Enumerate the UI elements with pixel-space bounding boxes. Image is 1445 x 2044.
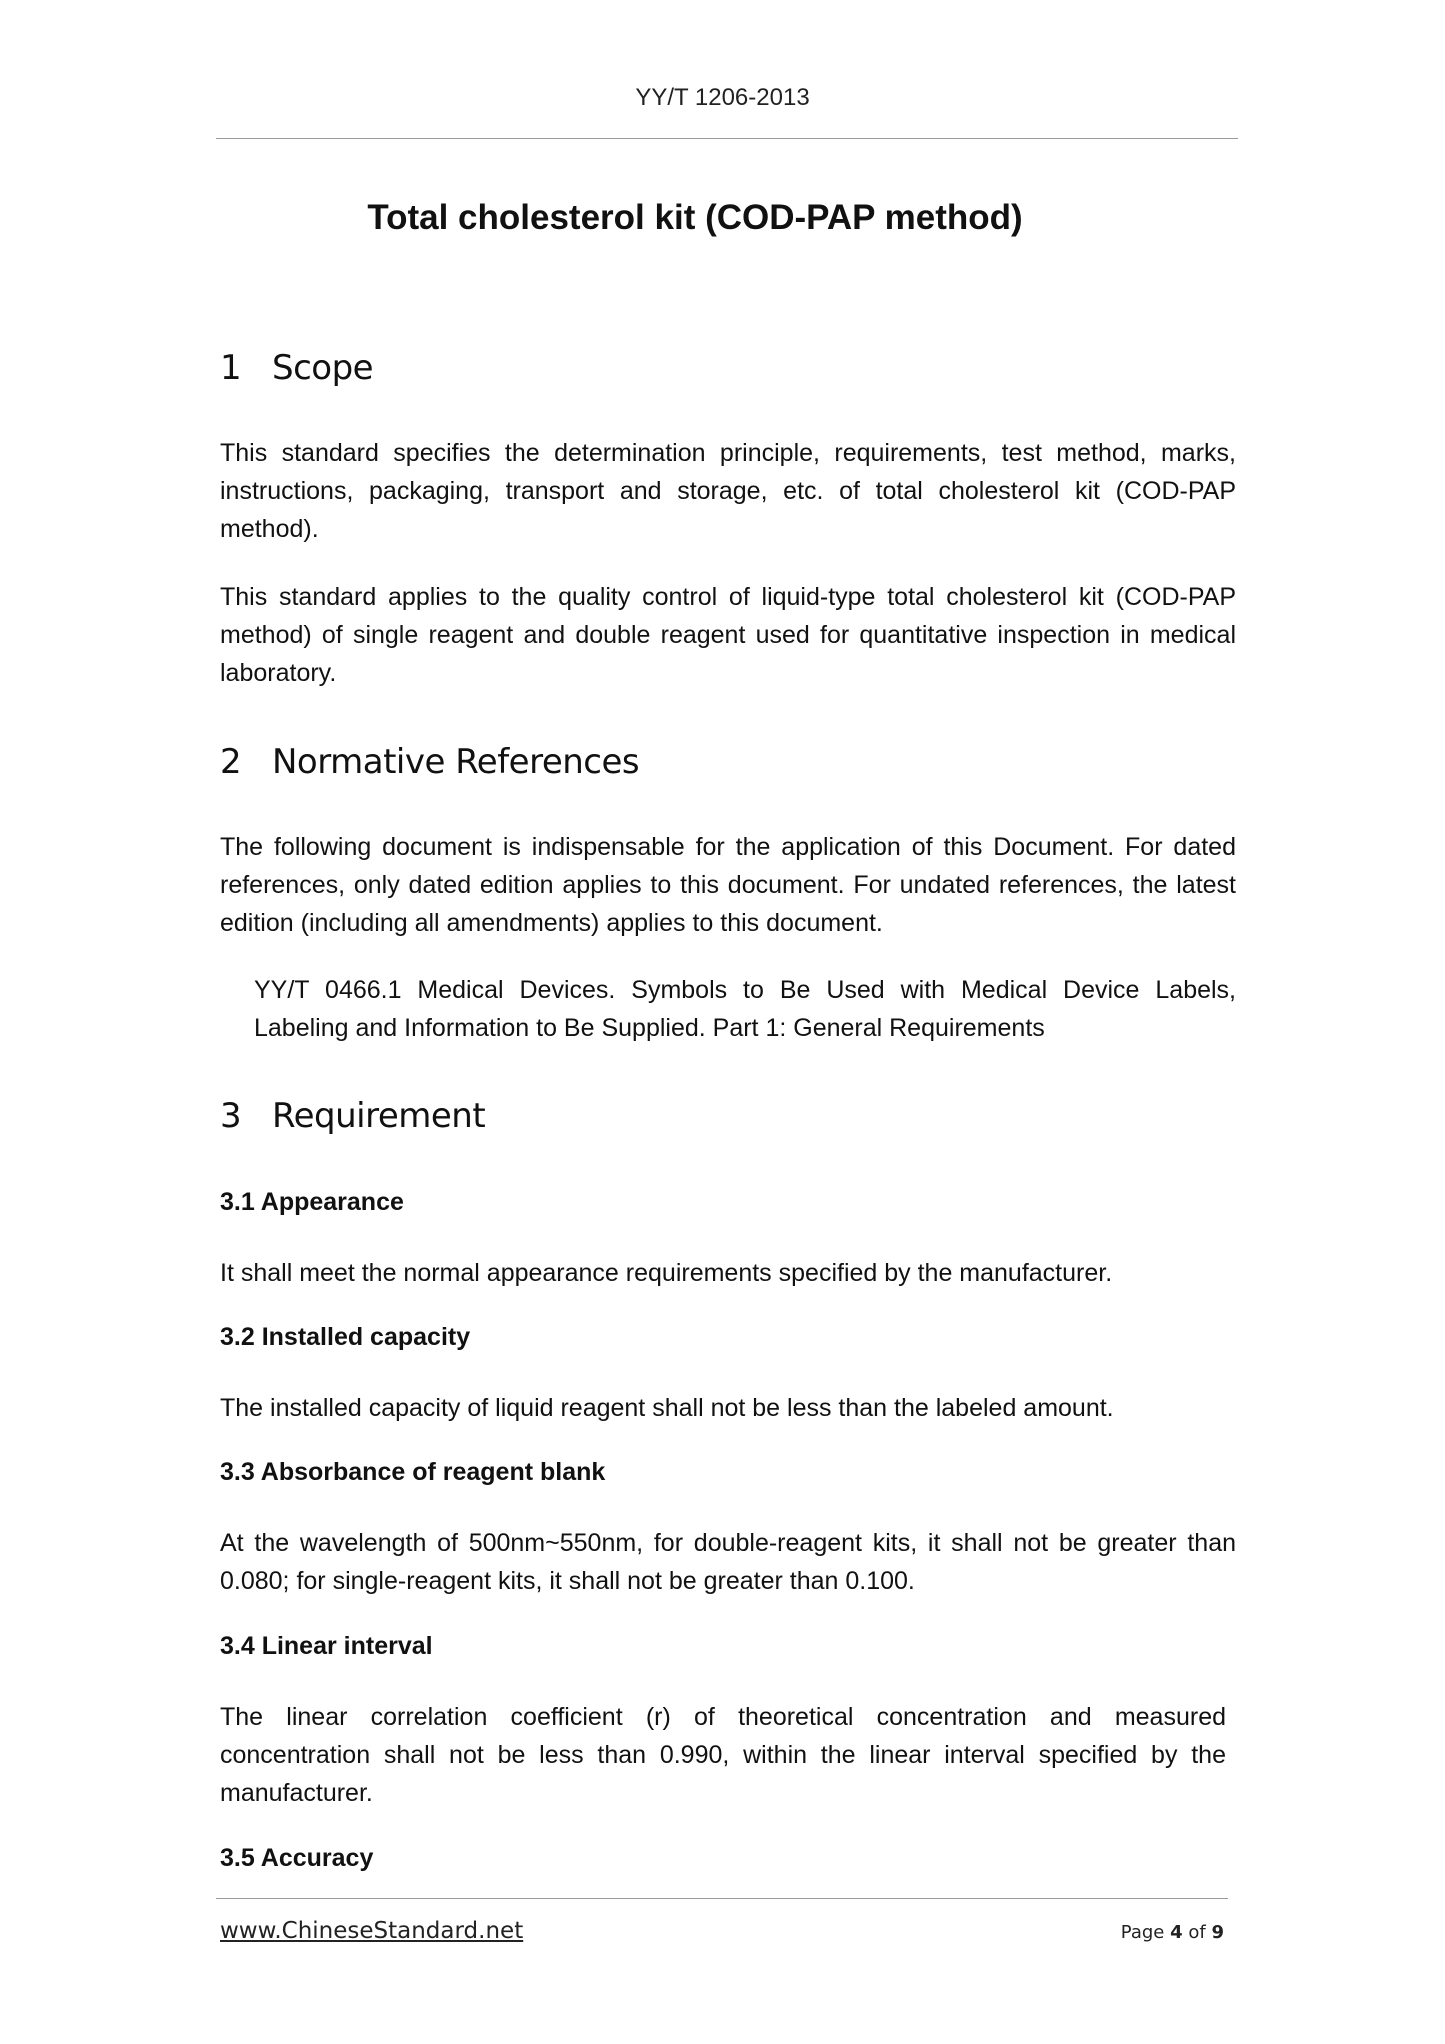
section-title: Requirement [272, 1096, 486, 1136]
page-current: 4 [1170, 1922, 1183, 1943]
header-standard-code: YY/T 1206-2013 [635, 84, 810, 111]
normative-reference-item: YY/T 0466.1 Medical Devices. Symbols to Be Used with Medical Device Labels, Labeling and Information to Be Supplied. Part 1: General Requirements [254, 976, 1236, 1042]
section-number: 2 [220, 742, 242, 782]
document-title: Total cholesterol kit (COD-PAP method) [367, 198, 1023, 237]
subsection-3-5-heading: 3.5 Accuracy [220, 1844, 374, 1872]
section-number: 1 [220, 348, 242, 388]
scope-paragraph-1: This standard specifies the determination principle, requirements, test method, marks, instructions, packaging, transport and storage, etc. of total cholesterol kit (COD-PAP method). [220, 439, 1236, 543]
page-number [1121, 1922, 1224, 1943]
section-number: 3 [220, 1096, 242, 1136]
section-3-heading [220, 1096, 485, 1136]
section-1-heading [220, 348, 373, 388]
subsection-3-1-heading: 3.1 Appearance [220, 1188, 404, 1216]
normative-paragraph: The following document is indispensable for the application of this Document. For dated references, only dated edition applies to this document. For undated references, the latest edition (including all amendments) applies to this document. [220, 833, 1236, 937]
subsection-3-2-text: The installed capacity of liquid reagent shall not be less than the labeled amount. [220, 1394, 1114, 1422]
subsection-3-4-heading: 3.4 Linear interval [220, 1632, 433, 1660]
subsection-3-3-heading: 3.3 Absorbance of reagent blank [220, 1458, 606, 1486]
section-2-heading [220, 742, 639, 782]
subsection-3-1-text: It shall meet the normal appearance requirements specified by the manufacturer. [220, 1259, 1113, 1287]
section-title: Scope [272, 348, 374, 388]
subsection-3-3-text: At the wavelength of 500nm~550nm, for double-reagent kits, it shall not be greater than 0.080; for single-reagent kits, it shall not be greater than 0.100. [220, 1529, 1236, 1595]
page-total: 9 [1211, 1922, 1224, 1943]
section-title: Normative References [272, 742, 640, 782]
subsection-3-4-text: The linear correlation coefficient (r) of theoretical concentration and measured concentration shall not be less than 0.990, within the linear interval specified by the manufacturer. [220, 1703, 1226, 1807]
scope-paragraph-2: This standard applies to the quality control of liquid-type total cholesterol kit (COD-PAP method) of single reagent and double reagent used for quantitative inspection in medical laboratory. [220, 583, 1236, 687]
page-label: Page [1120, 1922, 1165, 1943]
subsection-3-2-heading: 3.2 Installed capacity [220, 1323, 471, 1351]
page-of-label: of [1188, 1922, 1206, 1943]
footer-website-link[interactable]: www.ChineseStandard.net [220, 1918, 524, 1944]
footer-divider [216, 1898, 1228, 1899]
header-divider [216, 138, 1238, 139]
